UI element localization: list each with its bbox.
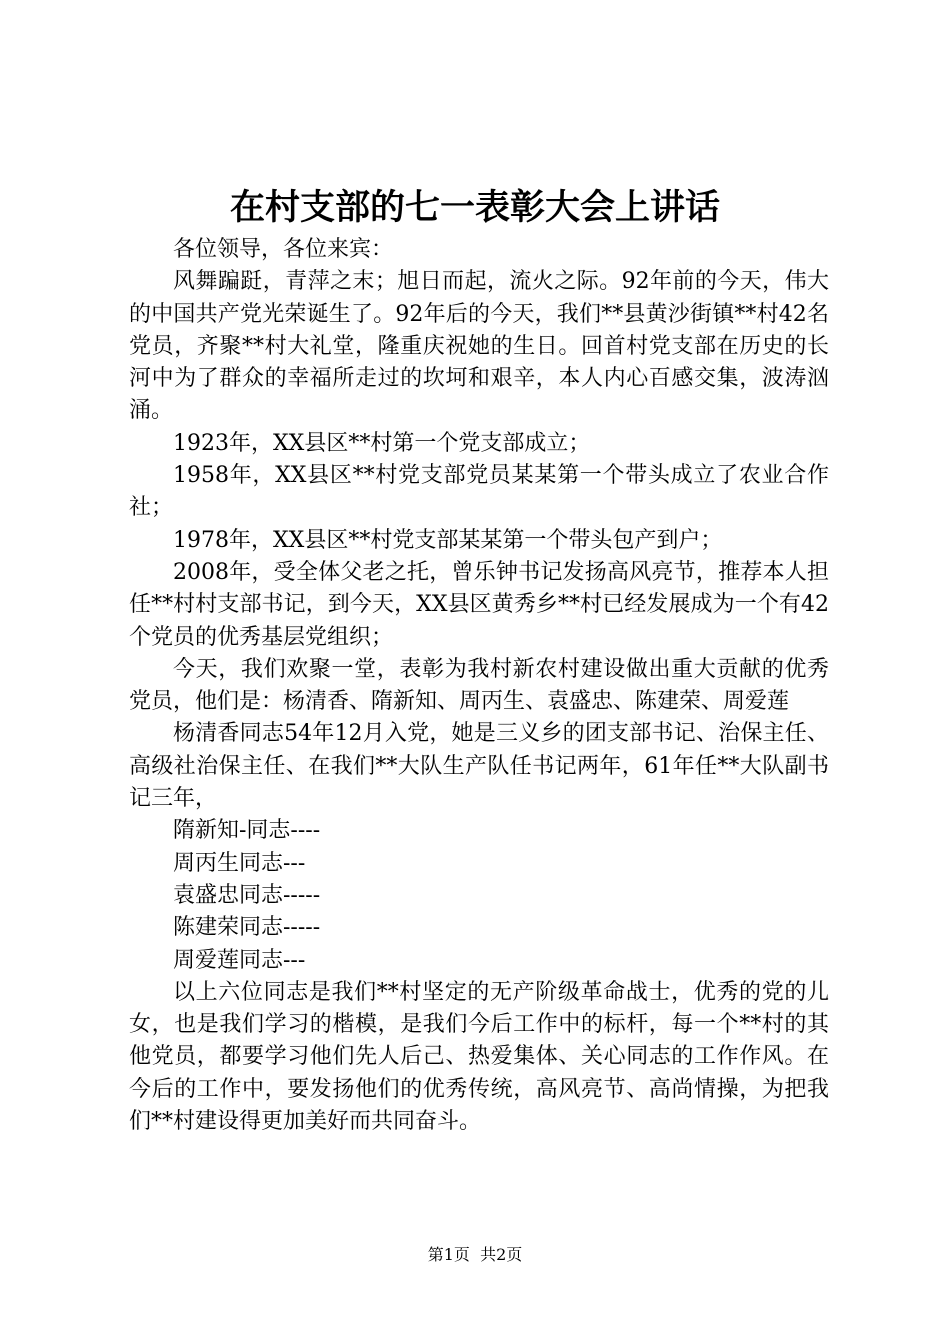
history-paragraph-1978: 1978年，XX县区**村党支部某某第一个带头包产到户； xyxy=(173,527,723,553)
honoree-line: 周丙生同志--- xyxy=(173,850,306,876)
page-title: 在村支部的七一表彰大会上讲话 xyxy=(229,187,720,228)
page-footer: 第1页 共2页 xyxy=(427,1245,523,1264)
closing-paragraph: 以上六位同志是我们**村坚定的无产阶级革命战士，优秀的党的儿女，也是我们学习的楷模，是我们今后工作中的标杆，每一个**村的其他党员，都要学习他们先人后己、热爱集体、关心同志的工作作风。在今后的工作中，要发扬他们的优秀传统，高风亮节、高尚情操，为把我们**村建设得更加美好而共同奋斗。 xyxy=(129,979,829,1135)
honorees-paragraph: 今天，我们欢聚一堂，表彰为我村新农村建设做出重大贡献的优秀党员，他们是：杨清香、隋新知、周丙生、袁盛忠、陈建荣、周爱莲 xyxy=(129,656,829,715)
document-body xyxy=(129,234,829,1138)
honoree-line: 隋新知-同志---- xyxy=(173,818,321,844)
history-paragraph-1923: 1923年，XX县区**村第一个党支部成立； xyxy=(173,430,591,456)
salutation-paragraph: 各位领导，各位来宾： xyxy=(173,237,394,262)
honoree-line: 袁盛忠同志----- xyxy=(173,882,321,908)
opening-paragraph: 风舞蹁跹，青萍之末；旭日而起，流火之际。92年前的今天，伟大的中国共产党光荣诞生了。92年后的今天，我们**县黄沙街镇**村42名党员，齐聚**村大礼堂，隆重庆祝她的生日。回首村党支部在历史的长河中为了群众的幸福所走过的坎坷和艰辛，本人内心百感交集，波涛汹涌。 xyxy=(129,269,829,424)
history-paragraph-2008: 2008年，受全体父老之托，曾乐钟书记发扬高风亮节，推荐本人担任**村村支部书记，到今天，XX县区黄秀乡**村已经发展成为一个有42个党员的优秀基层党组织； xyxy=(129,559,829,650)
honoree-bio-paragraph: 杨清香同志54年12月入党，她是三义乡的团支部书记、治保主任、高级社治保主任、在我们**大队生产队任书记两年，61年任**大队副书记三年， xyxy=(129,721,829,812)
honoree-line: 陈建荣同志----- xyxy=(173,915,321,941)
honoree-line: 周爱莲同志--- xyxy=(173,947,306,973)
history-paragraph-1958: 1958年，XX县区**村党支部党员某某第一个带头成立了农业合作社； xyxy=(129,463,829,521)
